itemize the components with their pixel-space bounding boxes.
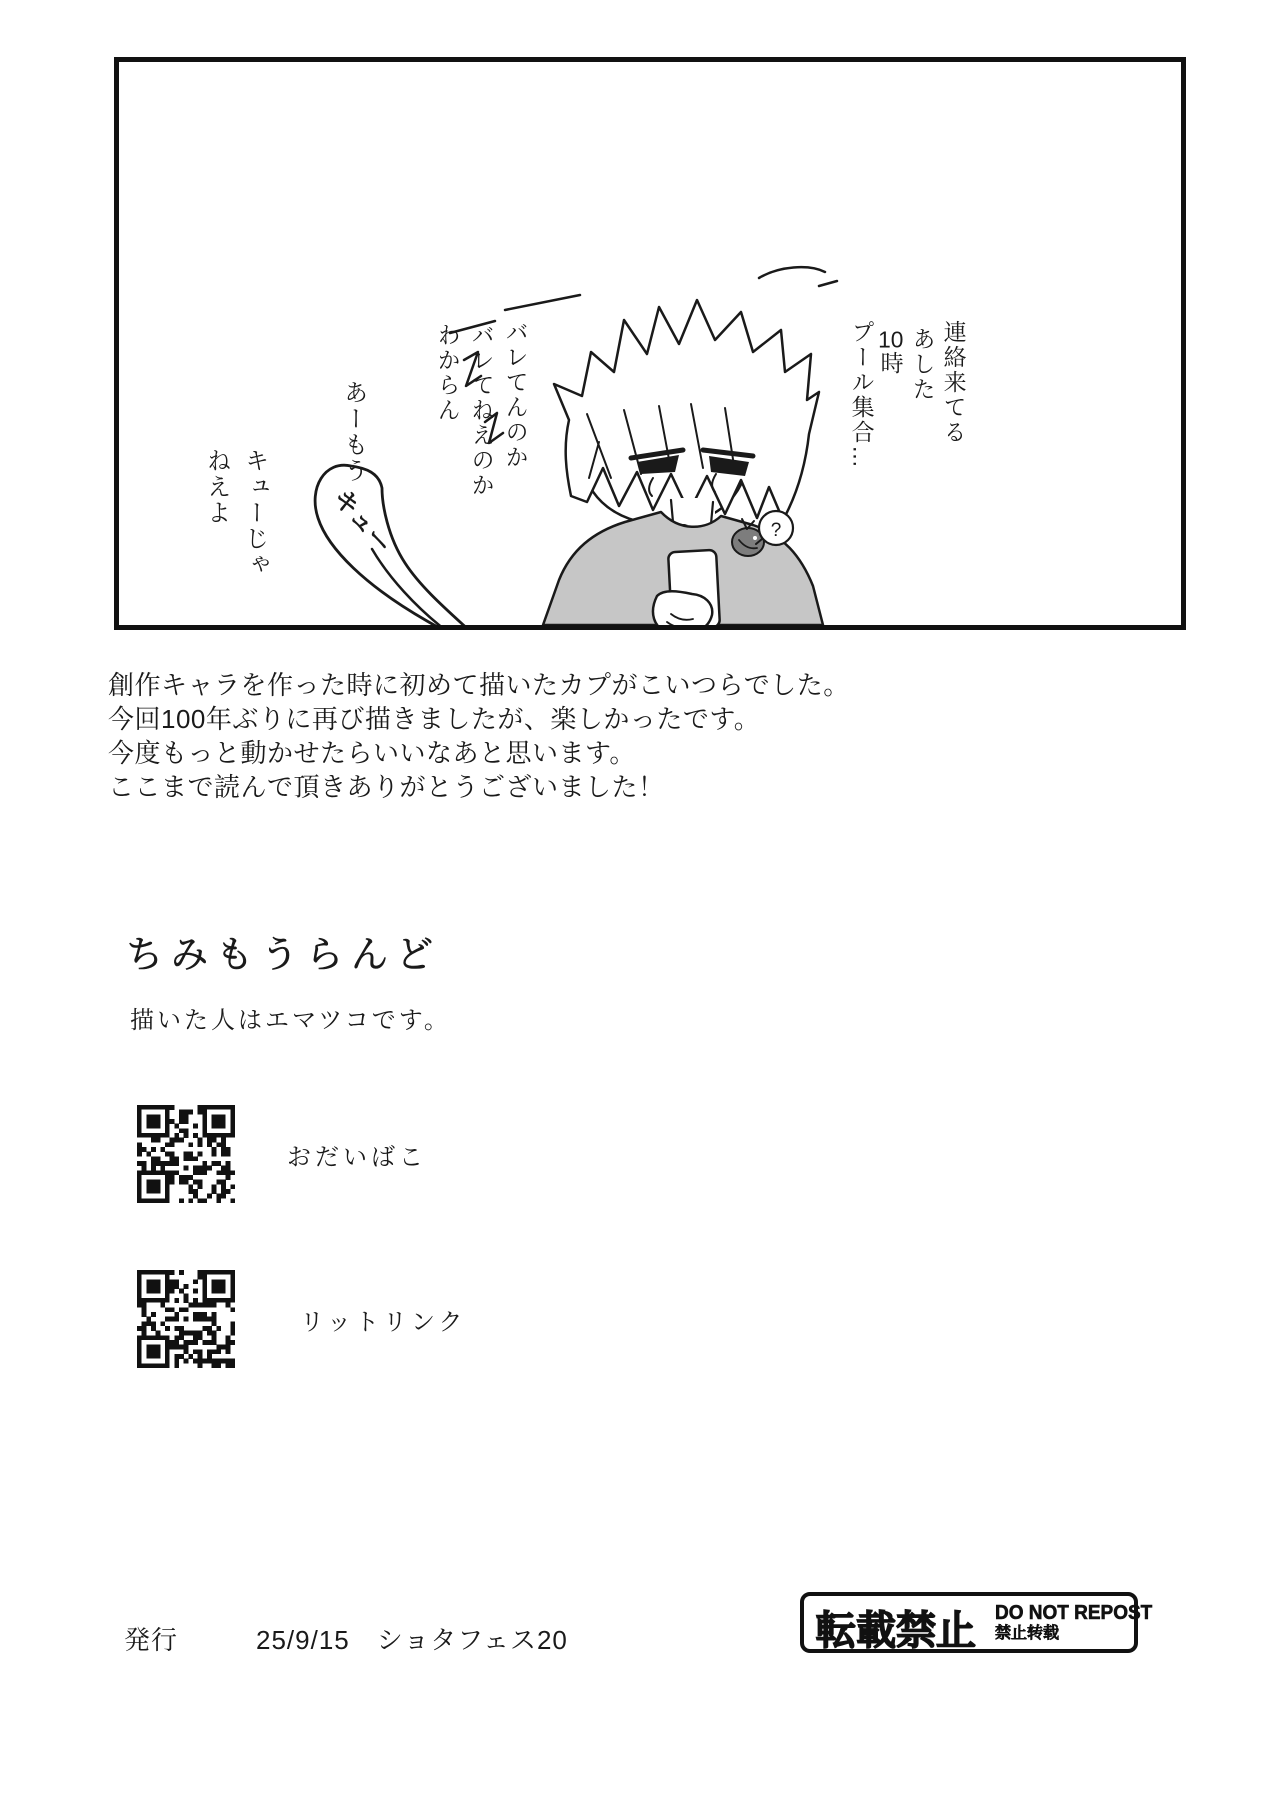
boy-illustration [119,62,1181,625]
afterword-text [108,668,850,804]
qr-code-odaibako [137,1105,235,1203]
stamp-en-text: DO NOT REPOST [995,1602,1153,1624]
issue-value: 25/9/15 ショタフェス20 [256,1625,568,1655]
afterword-line-1: 創作キャラを作った時に初めて描いたカプがこいつらでした。 [108,670,850,700]
afterword-line-4: ここまで読んで頂きありがとうございました！ [108,772,665,802]
qr-code-litlink [137,1270,235,1368]
stamp-cn-text: 禁止转载 [995,1625,1060,1642]
hand [653,591,712,625]
speech-line-wakaran: わからん [434,323,461,423]
question-bubble [756,511,793,545]
speech-line-aamou: あーもう [339,380,367,484]
comic-panel [114,57,1186,630]
author-line: 描いた人はエマツコです。 [130,1007,451,1034]
neck [667,498,715,524]
question-mark-text: ? [770,520,782,541]
colophon [124,1620,568,1657]
qr-label-odaibako: おだいばこ [287,1143,427,1171]
kyu-blob [315,465,489,625]
kyu-blob-text: キュー [327,483,398,560]
speech-line-renraku: 連絡来てる [940,320,967,445]
speech-line-ashita: あした [909,327,936,402]
qr-label-litlink: リットリンク [300,1308,467,1336]
speech-line-bareten: バレてんのか [502,320,529,470]
speech-line-pool: プール集合… [848,320,875,470]
issue-label: 発行 [124,1625,179,1655]
link-row-litlink [137,1270,467,1368]
stamp-jp-text: 転載禁止 [816,1609,976,1653]
afterword-line-2: 今回100年ぶりに再び描きましたが、楽しかったです。 [108,704,761,734]
do-not-repost-stamp [800,1592,1153,1653]
link-row-odaibako [137,1105,427,1203]
afterword-line-3: 今度もっと動かせたらいいなあと思います。 [108,738,636,768]
stamp-right-block [986,1596,1161,1649]
speech-line-neeyo: ねえよ [202,448,230,526]
speech-line-kyuja: キューじゃ [240,448,268,578]
page-title: ちみもうらんど [126,934,441,975]
speech-line-baretenee: バレてねえのか [468,323,495,498]
time-suffix: 時 [877,351,904,376]
speech-line-time [876,328,904,376]
time-number: 10 [878,328,904,351]
hair [554,300,819,520]
